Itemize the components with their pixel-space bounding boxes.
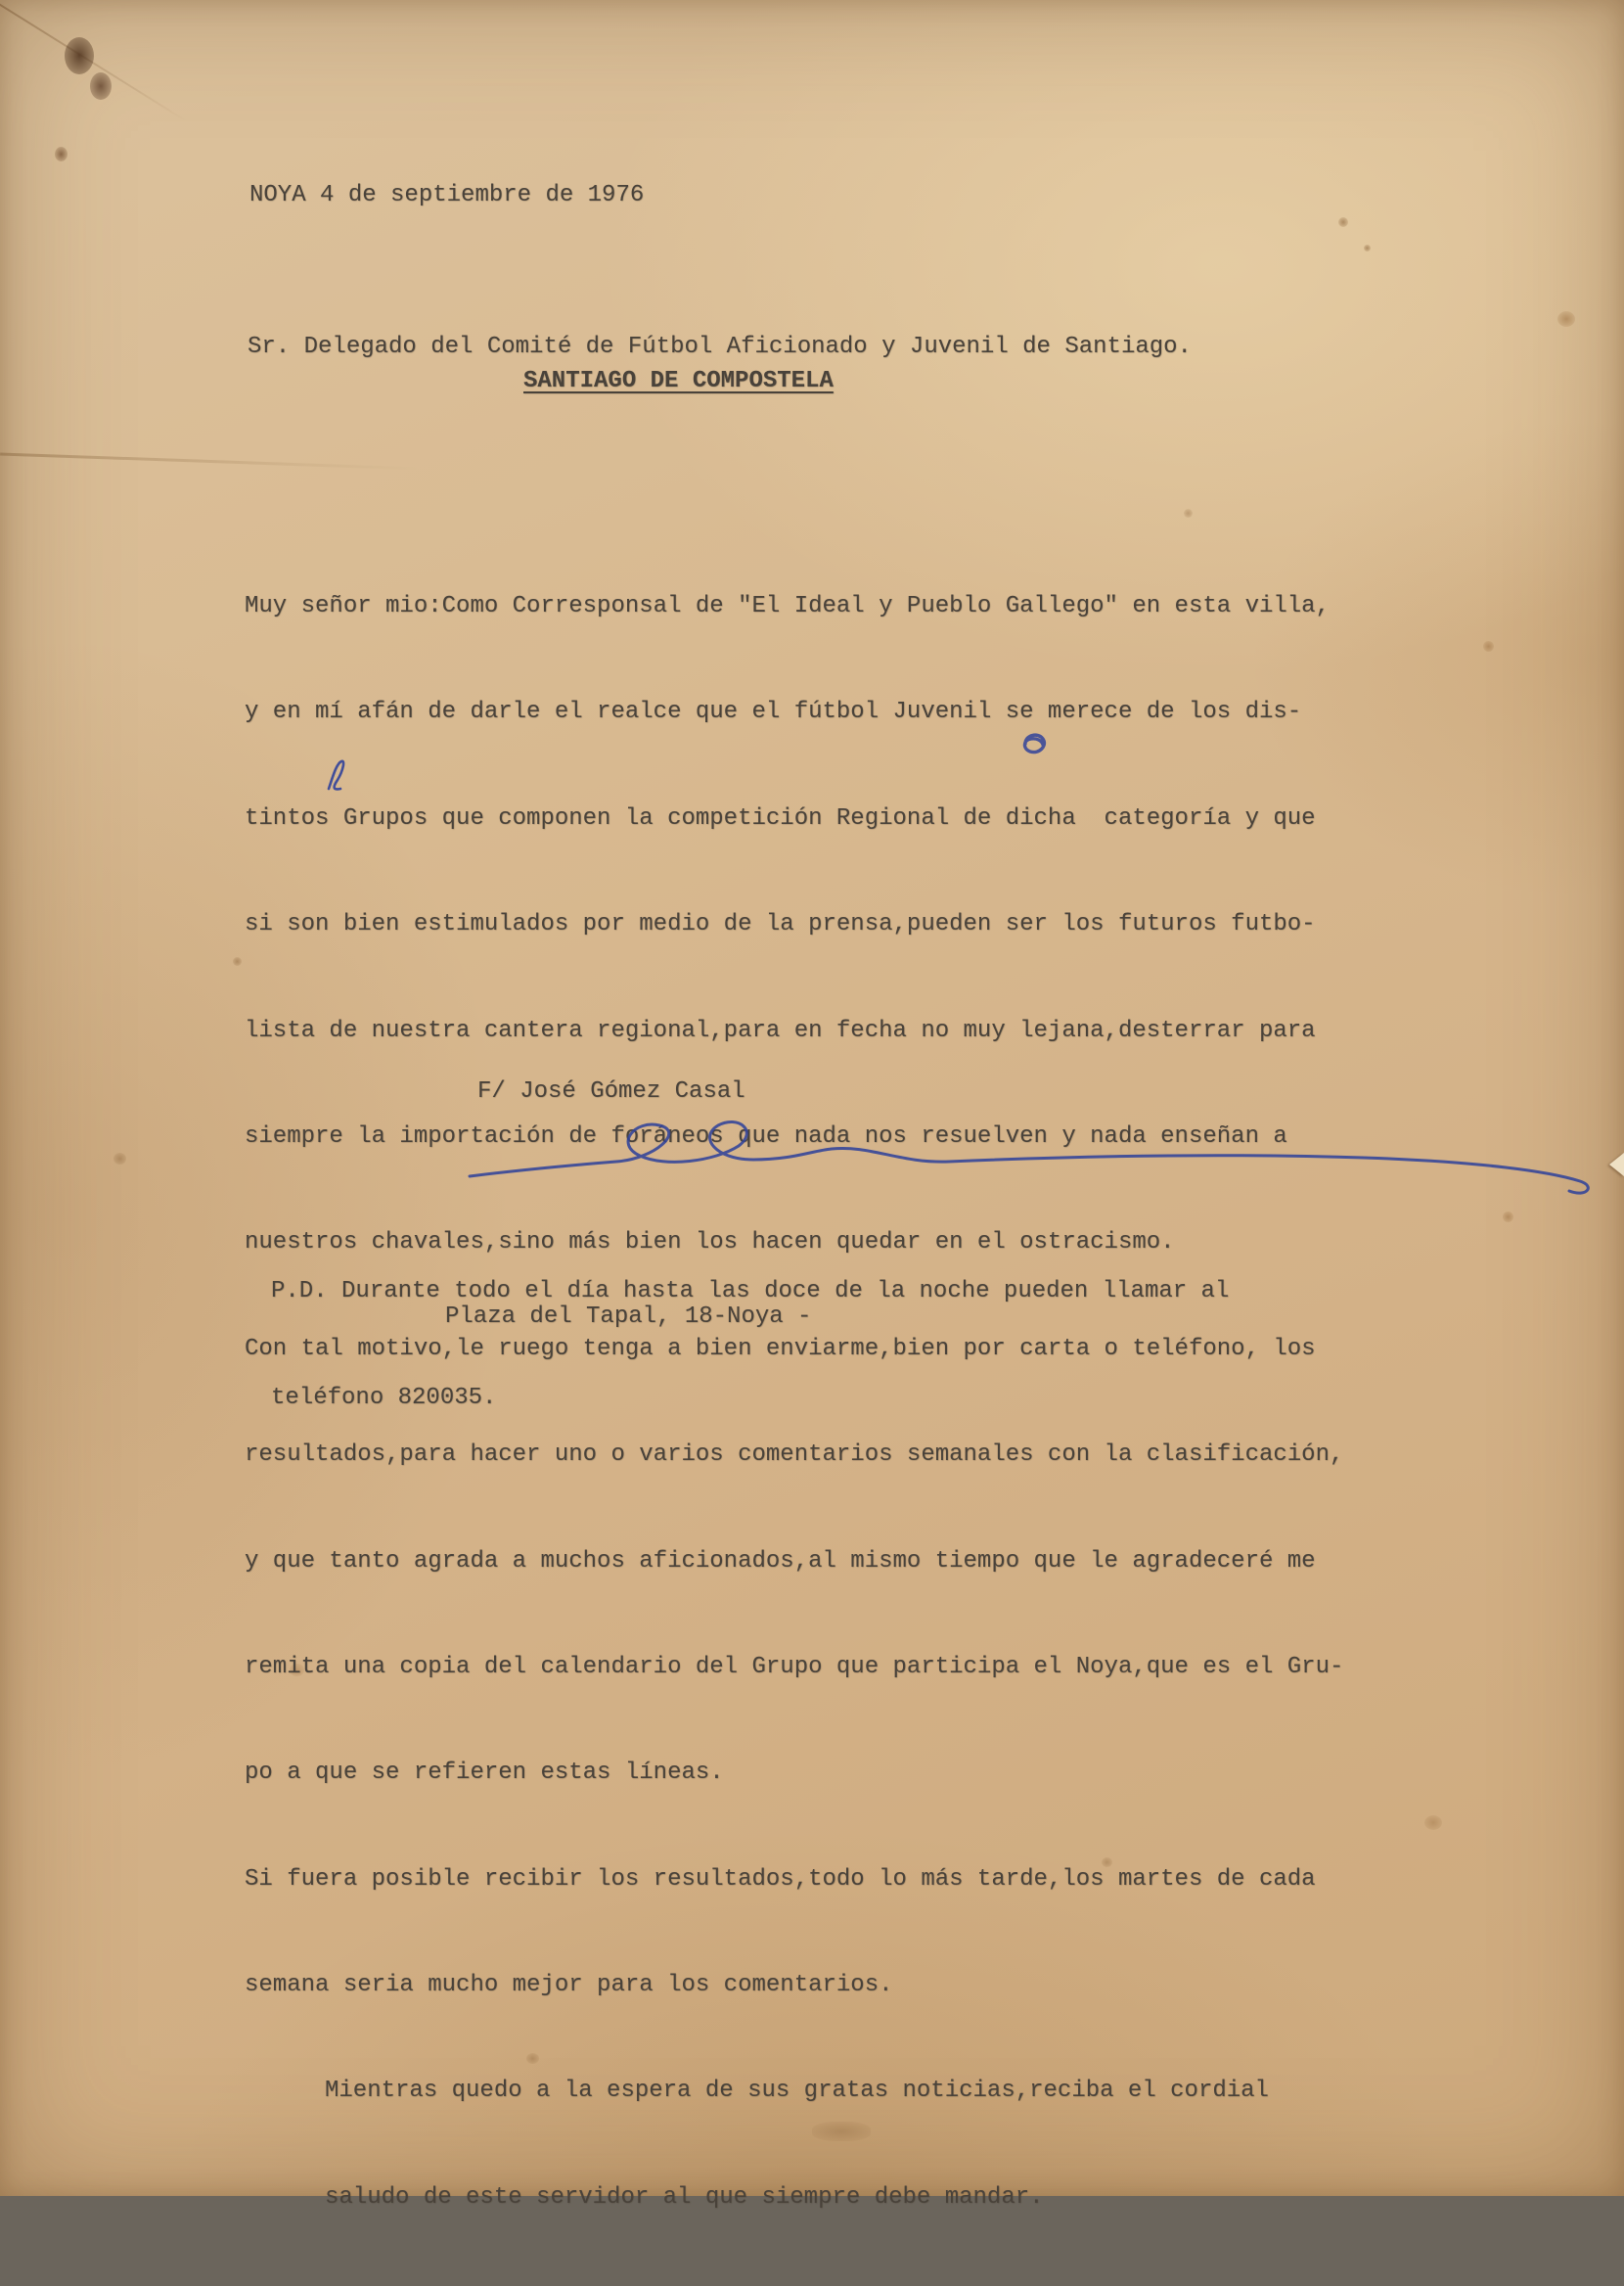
stain bbox=[113, 1153, 126, 1165]
stain bbox=[90, 72, 112, 100]
paper-crease bbox=[0, 0, 188, 122]
sender-address: Plaza del Tapal, 18-Noya - bbox=[445, 1303, 812, 1330]
body-line: si son bien estimulados por medio de la prensa,pueden ser los futuros futbo- bbox=[245, 911, 1316, 938]
addressee-city: SANTIAGO DE COMPOSTELA bbox=[523, 368, 834, 394]
body-line: nuestros chavales,sino más bien los hacen quedar en el ostracismo. bbox=[245, 1229, 1175, 1257]
stain bbox=[1424, 1815, 1442, 1830]
stain bbox=[55, 147, 68, 161]
body-line: Muy señor mio:Como Corresponsal de "El Ideal y Pueblo Gallego" en esta villa, bbox=[245, 593, 1330, 619]
addressee-line: Sr. Delegado del Comité de Fútbol Aficionado y Juvenil de Santiago. bbox=[248, 334, 1192, 360]
signature-name: F/ José Gómez Casal bbox=[477, 1078, 745, 1105]
body-line: Si fuera posible recibir los resultados,todo lo más tarde,los martes de cada bbox=[245, 1865, 1316, 1893]
body-line: lista de nuestra cantera regional,para en fecha no muy lejana,desterrar para bbox=[245, 1017, 1316, 1044]
stain bbox=[1364, 245, 1371, 251]
body-line: saludo de este servidor al que siempre debe mandar. bbox=[325, 2183, 1044, 2211]
body-line: y que tanto agrada a muchos aficionados,al mismo tiempo que le agradeceré me bbox=[245, 1547, 1316, 1575]
ink-correction-mark bbox=[323, 755, 350, 797]
postscript-line: P.D. Durante todo el día hasta las doce de la noche pueden llamar al bbox=[271, 1278, 1230, 1304]
body-line: Mientras quedo a la espera de sus gratas noticias,reciba el cordial bbox=[325, 2078, 1269, 2105]
body-line: siempre la importación de foráneos que nada nos resuelven y nada enseñan a bbox=[245, 1122, 1287, 1150]
stain bbox=[233, 957, 242, 966]
body-line: y en mí afán de darle el realce que el fútbol Juvenil se merece de los dis- bbox=[245, 699, 1302, 726]
body-line: po a que se refieren estas líneas. bbox=[245, 1760, 724, 1787]
paper-fold-line bbox=[0, 452, 421, 470]
stain bbox=[1483, 641, 1494, 652]
body-line: tintos Grupos que componen la competición Regional de dicha categoría y que bbox=[245, 804, 1316, 832]
stain bbox=[1338, 217, 1348, 227]
postscript-line: teléfono 820035. bbox=[271, 1385, 497, 1411]
ink-correction-mark bbox=[1015, 722, 1057, 759]
body-line: Con tal motivo,le ruego tenga a bien enviarme,bien por carta o teléfono, los bbox=[245, 1335, 1316, 1362]
letter-date: NOYA 4 de septiembre de 1976 bbox=[249, 182, 645, 208]
body-line: remita una copia del calendario del Grupo que participa el Noya,que es el Gru- bbox=[245, 1653, 1344, 1680]
body-line: resultados,para hacer uno o varios comentarios semanales con la clasificación, bbox=[245, 1441, 1344, 1469]
stain bbox=[1557, 311, 1575, 327]
postscript bbox=[271, 1204, 1229, 1486]
body-line: semana seria mucho mejor para los comentarios. bbox=[245, 1972, 893, 1999]
stain bbox=[1184, 509, 1193, 518]
handwritten-signature bbox=[458, 1104, 1612, 1212]
stain bbox=[1503, 1212, 1513, 1222]
